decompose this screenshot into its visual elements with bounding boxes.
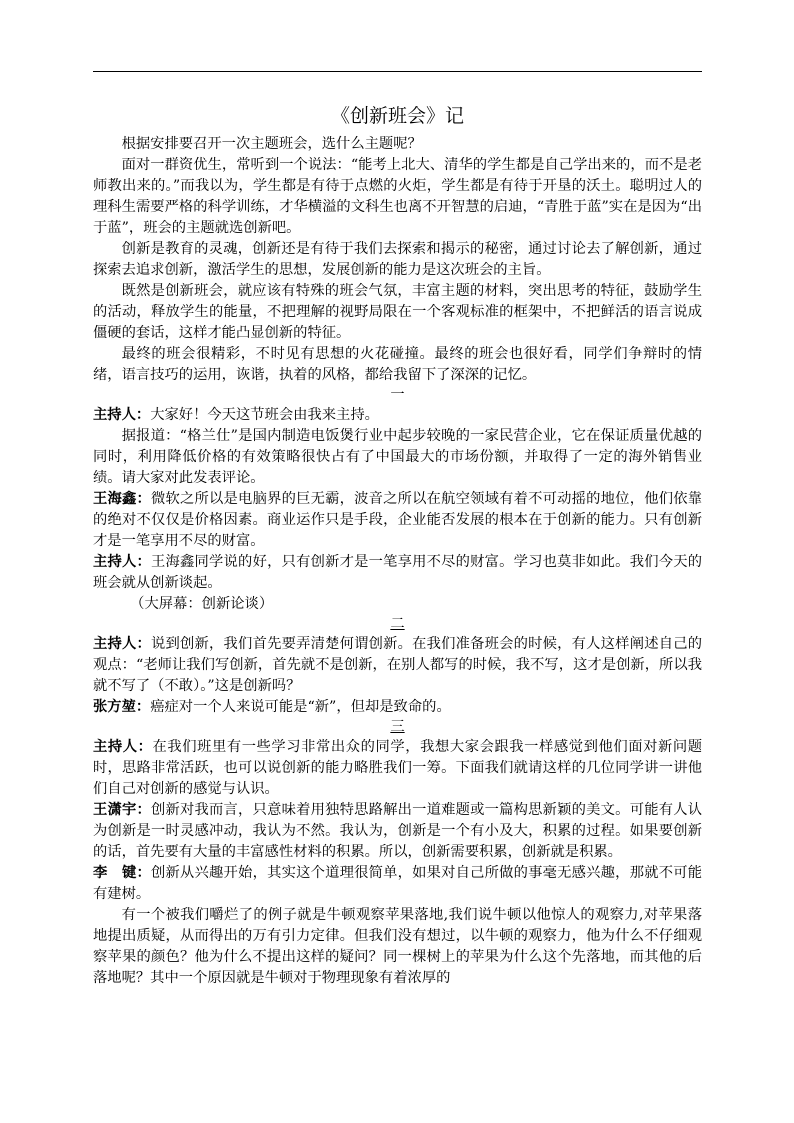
speaker-name: 主持人： (93, 554, 152, 570)
speaker-name: 张方堃： (93, 699, 151, 715)
intro-paragraph-5: 最终的班会很精彩，不时见有思想的火花碰撞。最终的班会也很好看，同学们争辩时的情绪，语言技巧的运用，诙谐，执着的风格，都给我留下了深深的记忆。 (93, 346, 702, 383)
document-body (93, 98, 702, 989)
report-paragraph: 据报道：“格兰仕”是国内制造电饭煲行业中起步较晚的一家民营企业，它在保证质量优越的同时，利用降低价格的有效策略很快占有了中国最大的市场份额，并取得了一定的海外销售业绩。请大家对此发表评论。 (93, 428, 702, 486)
speaker-name: 主持人： (93, 739, 153, 755)
intro-paragraph-4: 既然是创新班会，就应该有特殊的班会气氛，丰富主题的材料，突出思考的特征，鼓励学生的活动，释放学生的能量，不把理解的视野局限在一个客观标准的框架中，不把鲜活的语言说成僵硬的套话，这样才能凸显创新的特征。 (93, 283, 702, 341)
speech-text: 创新对我而言，只意味着用独特思路解出一道难题或一篇构思新颖的美文。可能有人认为创新是一时灵感冲动，我认为不然。我认为，创新是一个有小及大，积累的过程。如果要创新的话，首先要有大量的丰富感性材料的积累。所以，创新需要积累，创新就是积累。 (93, 802, 703, 860)
section-number-1: 一 (390, 387, 405, 403)
dialogue-host-1 (93, 405, 702, 426)
speaker-name: 主持人： (93, 407, 151, 423)
dialogue-student-3 (93, 800, 702, 863)
speech-text: 创新从兴趣开始，其实这个道理很简单，如果对自己所做的事毫无感兴趣，那就不可能有建树。 (93, 865, 703, 902)
speaker-name: 王海鑫： (93, 491, 152, 507)
speaker-name: 王潇宇： (93, 802, 152, 818)
document-title: 《创新班会》记 (330, 105, 464, 127)
header-rule (93, 71, 702, 72)
speech-text: 微软之所以是电脑界的巨无霸，波音之所以在航空领域有着不可动摇的地位，他们依靠的绝对不仅仅是价格因素。商业运作只是手段，企业能否发展的根本在于创新的能力。只有创新才是一笔享用不尽的财富。 (93, 491, 703, 549)
newton-paragraph: 有一个被我们嚼烂了的例子就是牛顿观察苹果落地,我们说牛顿以他惊人的观察力,对苹果落地提出质疑，从而得出的万有引力定律。但我们没有想过，以牛顿的观察力，他为什么不仔细观察苹果的颜色？他为什么不提出这样的疑问？同一棵树上的苹果为什么这个先落地，而其他的后落地呢？其中一个原因就是牛顿对于物理现象有着浓厚的 (93, 907, 702, 986)
dialogue-student-4 (93, 863, 702, 905)
speech-text: 王海鑫同学说的好，只有创新才是一笔享用不尽的财富。学习也莫非如此。我们今天的班会就从创新谈起。 (93, 554, 703, 591)
speech-text: 大家好！今天这节班会由我来主持。 (150, 407, 379, 423)
speaker-name: 主持人： (93, 636, 152, 652)
section-number-2 (93, 615, 702, 634)
section-number-text: 三 (390, 719, 405, 735)
speech-text: 说到创新，我们首先要弄清楚何谓创新。在我们准备班会的时候，有人这样阐述自己的观点：“老师让我们写创新，首先就不是创新，在别人都写的时候，我不写，这才是创新，所以我就不写了（不敢）。”这是创新吗？ (93, 636, 703, 694)
intro-paragraph-3: 创新是教育的灵魂，创新还是有待于我们去探索和揭示的秘密，通过讨论去了解创新，通过探索去追求创新，激活学生的思想，发展创新的能力是这次班会的主旨。 (93, 241, 702, 278)
dialogue-host-3 (93, 634, 702, 697)
speaker-name: 李 键： (93, 865, 152, 881)
dialogue-student-2 (93, 697, 702, 718)
dialogue-student-1 (93, 489, 702, 552)
intro-paragraph-1: 根据安排要召开一次主题班会，选什么主题呢？ (121, 136, 422, 152)
dialogue-host-2 (93, 552, 702, 594)
dialogue-host-4 (93, 737, 702, 800)
section-number-text: 二 (390, 616, 405, 632)
screen-note: （大屏幕：创新论谈） (130, 596, 274, 612)
intro-paragraph-2: 面对一群资优生，常听到一个说法：“能考上北大、清华的学生都是自己学出来的，而不是老师教出来的。”而我以为，学生都是有待于点燃的火炬，学生都是有待于开垦的沃土。聪明过人的理科生需要严格的科学训练，才华横溢的文科生也离不开智慧的启迪，“青胜于蓝”实在是因为“出于蓝”，班会的主题就选创新吧。 (93, 157, 702, 236)
section-number-3 (93, 718, 702, 737)
speech-text: 癌症对一个人来说可能是“新”，但却是致命的。 (150, 699, 451, 715)
speech-text: 在我们班里有一些学习非常出众的同学，我想大家会跟我一样感觉到他们面对新问题时，思路非常活跃，也可以说创新的能力略胜我们一筹。下面我们就请这样的几位同学讲一讲他们自己对创新的感觉与认识。 (93, 739, 703, 797)
